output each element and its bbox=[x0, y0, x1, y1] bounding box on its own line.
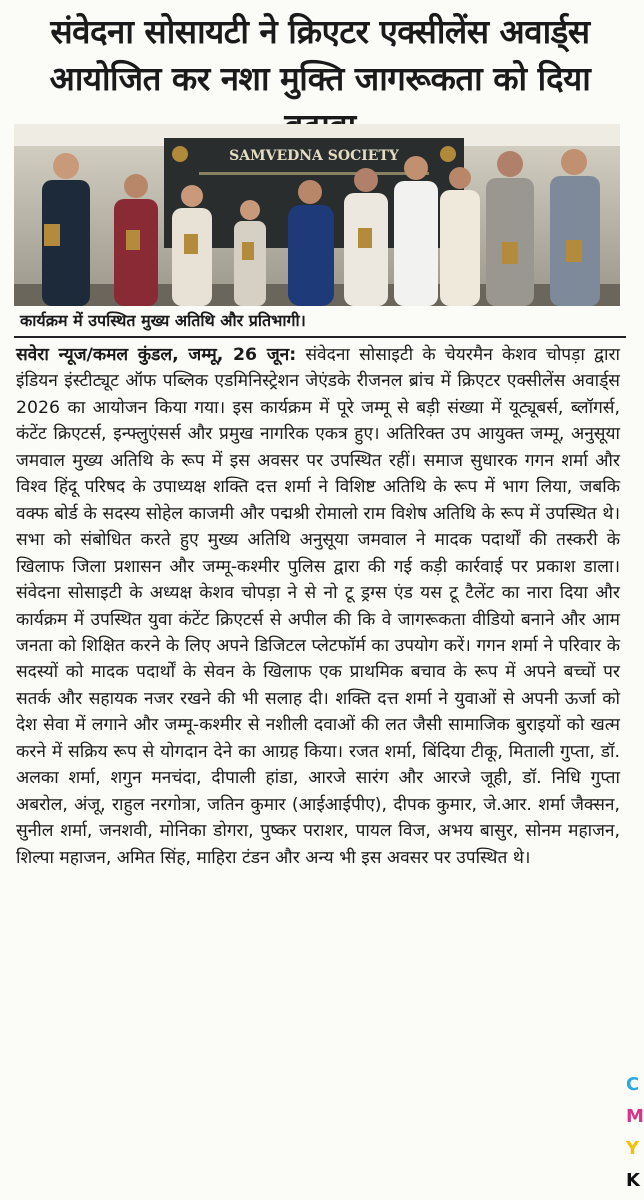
registration-mark-m: M bbox=[626, 1106, 644, 1127]
headline-line-2: आयोजित कर नशा मुक्ति जागरूकता को दिया bbox=[49, 59, 591, 98]
banner-text: SAMVEDNA SOCIETY bbox=[229, 148, 399, 164]
registration-mark-y: Y bbox=[626, 1138, 640, 1159]
headline-line-1: संवेदना सोसायटी ने क्रिएटर एक्सीलेंस अवार्ड्स bbox=[50, 12, 590, 51]
event-photo-illustration bbox=[14, 124, 620, 306]
registration-mark-c: C bbox=[626, 1074, 640, 1095]
dateline: सवेरा न्यूज/कमल कुंडल, जम्मू, 26 जून: bbox=[16, 345, 297, 365]
photo-caption: कार्यक्रम में उपस्थित मुख्य अतिथि और प्रतिभागी। bbox=[20, 311, 306, 330]
article-text: संवेदना सोसाइटी के चेयरमैन केशव चोपड़ा द्वारा इंडियन इंस्टीट्यूट ऑफ पब्लिक एडमिनिस्ट्रेशन जेएंडके रीजनल ब्रांच में क्रिएटर एक्सीलेंस अवार्ड्स 2026 का आयोजन किया गया। इस कार्यक्रम में पूरे जम्मू से बड़ी संख्या में यूट्यूबर्स, ब्लॉगर्स, कंटेंट क्रिएटर्स, इन्फ्लुएंसर्स और प्रमुख नागरिक एकत्र हुए। अतिरिक्त उप आयुक्त जम्मू, अनुसूया जमवाल मुख्य अतिथि के रूप में इस अवसर पर उपस्थित रहीं। समाज सुधारक गगन शर्मा और विश्व हिंदू परिषद के उपाध्यक्ष शक्ति दत्त शर्मा ने विशिष्ट अतिथि के रूप में भाग लिया, जबकि वक्फ बोर्ड के सदस्य सोहेल काजमी और पद्मश्री रोमालो राम विशेष अतिथि के रूप में उपस्थित थे। सभा को संबोधित करते हुए मुख्य अतिथि अनुसूया जमवाल ने मादक पदार्थों की तस्करी के खिलाफ जिला प्रशासन और जम्मू-कश्मीर पुलिस द्वारा की गई कड़ी कार्रवाई पर प्रकाश डाला। संवेदना सोसाइटी के अध्यक्ष केशव चोपड़ा ने से नो टू ड्रग्स एंड यस टू टैलेंट का नारा दिया और कार्यक्रम में उपस्थित युवा कंटेंट क्रिएटर्स से अपील की कि वे जागरूकता वीडियो बनाने और आम जनता को शिक्षित करने के लिए अपने डिजिटल प्लेटफॉर्म का उपयोग करें। गगन शर्मा ने परिवार के सदस्यों को मादक पदार्थों के सेवन के खिलाफ एक प्राथमिक बचाव के रूप में अपने बच्चों पर सतर्क और सहायक नजर रखने की भी सलाह दी। शक्ति दत्त शर्मा ने युवाओं से अपनी ऊर्जा को देश सेवा में लगाने और जम्मू-कश्मीर से नशीली दवाओं की लत जैसी सामाजिक बुराइयों को खत्म करने में सक्रिय रूप से योगदान देने का आग्रह किया। रजत शर्मा, बिंदिया टीकू, मिताली गुप्ता, डॉ. अलका शर्मा, शगुन मनचंदा, दीपाली हांडा, आरजे सारंग और आरजे जूही, डॉ. निधि गुप्ता अबरोल, अंजू, राहुल नरगोत्रा, जतिन कुमार (आईआईपीए), दीपक कुमार, जे.आर. शर्मा जैक्सन, सुनील शर्मा, जनशवी, मोनिका डोगरा, पुष्कर पराशर, पायल विज, अभय बासुर, सोनम महाजन, शिल्पा महाजन, अमित सिंह, माहिरा टंडन और अन्य भी इस अवसर पर उपस्थित थे। bbox=[16, 345, 620, 868]
event-photo bbox=[14, 124, 620, 306]
article-body bbox=[16, 342, 620, 871]
divider bbox=[14, 336, 626, 338]
registration-mark-k: K bbox=[626, 1170, 640, 1191]
